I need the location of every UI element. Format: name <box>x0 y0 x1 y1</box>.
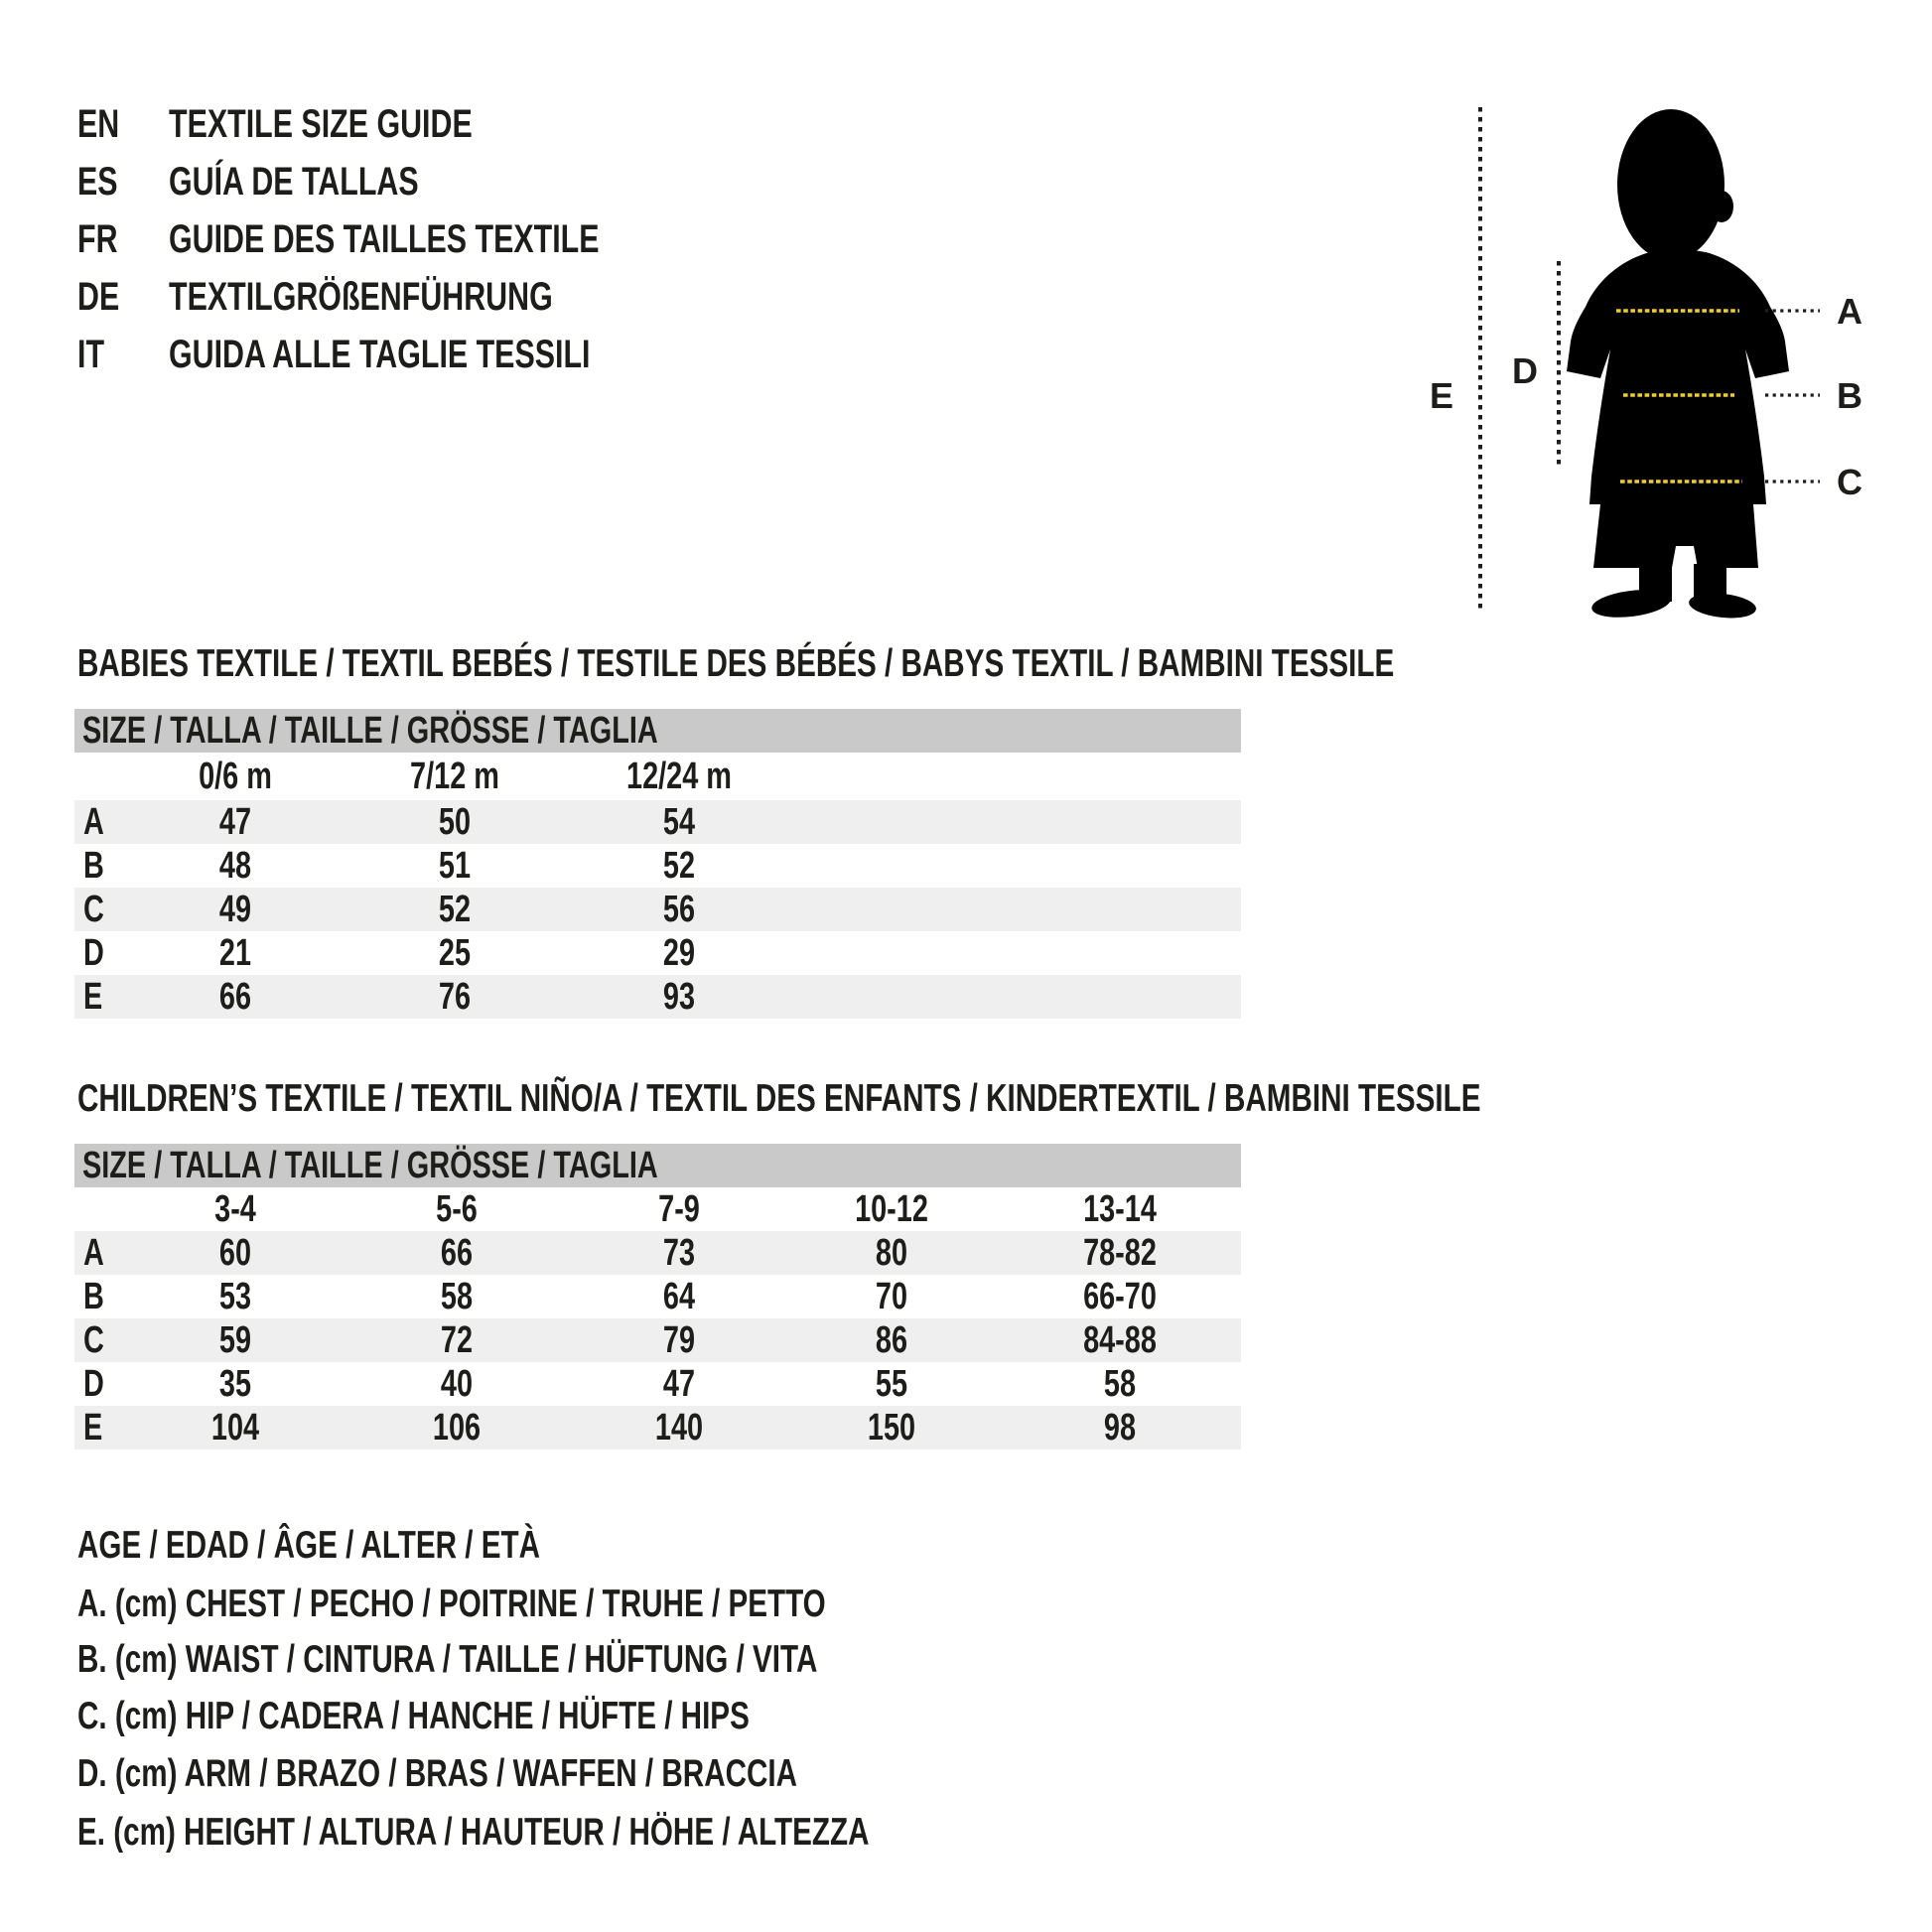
babies-row-a <box>74 800 1241 844</box>
children-size-table <box>74 1144 1241 1449</box>
table-cell: 52 <box>438 889 472 930</box>
babies-column-header: 7/12 m <box>410 756 499 797</box>
babies-row-d <box>74 931 1241 975</box>
table-cell: 140 <box>654 1407 704 1449</box>
table-cell: 60 <box>218 1232 252 1274</box>
children-section-title: CHILDREN’S TEXTILE / TEXTIL NIÑO/A / TEXTIL DES ENFANTS / KINDERTEXTIL / BAMBINI TESSILE <box>77 1077 1481 1120</box>
children-row-b <box>74 1275 1241 1318</box>
table-cell: 73 <box>662 1232 696 1274</box>
table-cell: 53 <box>218 1276 252 1317</box>
legend-waist: B. (cm) WAIST / CINTURA / TAILLE / HÜFTUNG / VITA <box>77 1638 818 1681</box>
table-cell: 76 <box>438 976 472 1018</box>
children-row-d <box>74 1362 1241 1406</box>
table-cell: 29 <box>662 932 696 974</box>
language-title-fr: GUIDE DES TAILLES TEXTILE <box>169 217 600 261</box>
children-column-header-row <box>74 1187 1241 1231</box>
table-cell: 35 <box>218 1363 252 1405</box>
babies-row-e <box>74 975 1241 1019</box>
row-label: D <box>83 932 104 974</box>
legend-hip: C. (cm) HIP / CADERA / HANCHE / HÜFTE / HIPS <box>77 1695 750 1737</box>
row-label: B <box>83 1276 104 1317</box>
babies-row-c <box>74 888 1241 931</box>
table-cell: 104 <box>210 1407 260 1449</box>
children-row-a <box>74 1231 1241 1275</box>
language-code-en: EN <box>77 102 120 146</box>
legend-height: E. (cm) HEIGHT / ALTURA / HAUTEUR / HÖHE / ALTEZZA <box>77 1811 870 1854</box>
height-marker-label: E <box>1429 375 1454 416</box>
table-cell: 58 <box>440 1276 474 1317</box>
language-title-es: GUÍA DE TALLAS <box>169 160 419 204</box>
language-title-it: GUIDA ALLE TAGLIE TESSILI <box>169 333 591 376</box>
children-size-header-label: SIZE / TALLA / TAILLE / GRÖSSE / TAGLIA <box>82 1145 658 1186</box>
table-cell: 150 <box>867 1407 916 1449</box>
chest-marker-label: A <box>1837 291 1863 332</box>
waist-marker-label: B <box>1837 375 1863 416</box>
row-label: A <box>83 801 104 843</box>
language-row-de <box>0 268 1390 326</box>
table-cell: 59 <box>218 1319 252 1361</box>
silhouette-shirt <box>1567 250 1789 505</box>
children-column-header: 3-4 <box>214 1188 256 1230</box>
table-cell: 93 <box>662 976 696 1018</box>
table-cell: 55 <box>875 1363 908 1405</box>
language-title-en: TEXTILE SIZE GUIDE <box>169 102 473 146</box>
table-cell: 80 <box>875 1232 908 1274</box>
row-label: C <box>83 889 104 930</box>
row-label: D <box>83 1363 104 1405</box>
table-cell: 54 <box>662 801 696 843</box>
silhouette-shorts <box>1593 504 1758 568</box>
table-cell: 48 <box>218 845 252 887</box>
row-label: E <box>83 976 103 1018</box>
table-cell: 25 <box>438 932 472 974</box>
children-column-header: 10-12 <box>855 1188 928 1230</box>
language-row-fr <box>0 210 1390 268</box>
child-silhouette <box>1567 109 1789 621</box>
language-row-it <box>0 326 1390 383</box>
children-row-e <box>74 1406 1241 1449</box>
table-cell: 49 <box>218 889 252 930</box>
children-column-header: 13-14 <box>1083 1188 1157 1230</box>
table-cell: 64 <box>662 1276 696 1317</box>
children-column-header: 7-9 <box>658 1188 700 1230</box>
children-column-header: 5-6 <box>436 1188 478 1230</box>
hip-marker-label: C <box>1837 462 1863 502</box>
table-cell: 47 <box>662 1363 696 1405</box>
table-cell: 50 <box>438 801 472 843</box>
legend-chest: A. (cm) CHEST / PECHO / POITRINE / TRUHE / PETTO <box>77 1583 826 1625</box>
language-code-fr: FR <box>77 217 118 261</box>
table-cell: 40 <box>440 1363 474 1405</box>
table-cell: 21 <box>218 932 252 974</box>
table-cell: 72 <box>440 1319 474 1361</box>
language-code-de: DE <box>77 275 120 319</box>
measurement-figure <box>1390 79 1932 635</box>
table-cell: 58 <box>1103 1363 1137 1405</box>
language-code-it: IT <box>77 333 105 376</box>
babies-size-header-bar <box>74 709 1241 753</box>
row-label: B <box>83 845 104 887</box>
babies-column-header-row <box>74 753 1241 800</box>
table-cell: 78-82 <box>1083 1232 1157 1274</box>
babies-size-table <box>74 709 1241 1019</box>
table-cell: 84-88 <box>1083 1319 1157 1361</box>
language-code-es: ES <box>77 160 118 204</box>
row-label: E <box>83 1407 103 1449</box>
table-cell: 106 <box>432 1407 482 1449</box>
table-cell: 70 <box>875 1276 908 1317</box>
table-cell: 66 <box>440 1232 474 1274</box>
babies-column-header: 12/24 m <box>626 756 732 797</box>
arm-marker-label: D <box>1512 350 1538 391</box>
table-cell: 56 <box>662 889 696 930</box>
babies-column-header: 0/6 m <box>199 756 272 797</box>
babies-section-title: BABIES TEXTILE / TEXTIL BEBÉS / TESTILE DES BÉBÉS / BABYS TEXTIL / BAMBINI TESSILE <box>77 642 1395 685</box>
language-row-en <box>0 95 1390 153</box>
legend-age: AGE / EDAD / ÂGE / ALTER / ETÀ <box>77 1524 541 1567</box>
legend-arm: D. (cm) ARM / BRAZO / BRAS / WAFFEN / BRACCIA <box>77 1752 798 1795</box>
table-cell: 51 <box>438 845 472 887</box>
children-size-header-bar <box>74 1144 1241 1187</box>
children-row-c <box>74 1318 1241 1362</box>
silhouette-ear <box>1710 191 1733 222</box>
row-label: A <box>83 1232 104 1274</box>
table-cell: 52 <box>662 845 696 887</box>
language-row-es <box>0 153 1390 210</box>
babies-size-header-label: SIZE / TALLA / TAILLE / GRÖSSE / TAGLIA <box>82 710 658 752</box>
babies-row-b <box>74 844 1241 888</box>
table-cell: 98 <box>1103 1407 1137 1449</box>
table-cell: 66-70 <box>1083 1276 1157 1317</box>
table-cell: 79 <box>662 1319 696 1361</box>
language-title-de: TEXTILGRÖßENFÜHRUNG <box>169 275 553 319</box>
row-label: C <box>83 1319 104 1361</box>
table-cell: 47 <box>218 801 252 843</box>
table-cell: 86 <box>875 1319 908 1361</box>
table-cell: 66 <box>218 976 252 1018</box>
